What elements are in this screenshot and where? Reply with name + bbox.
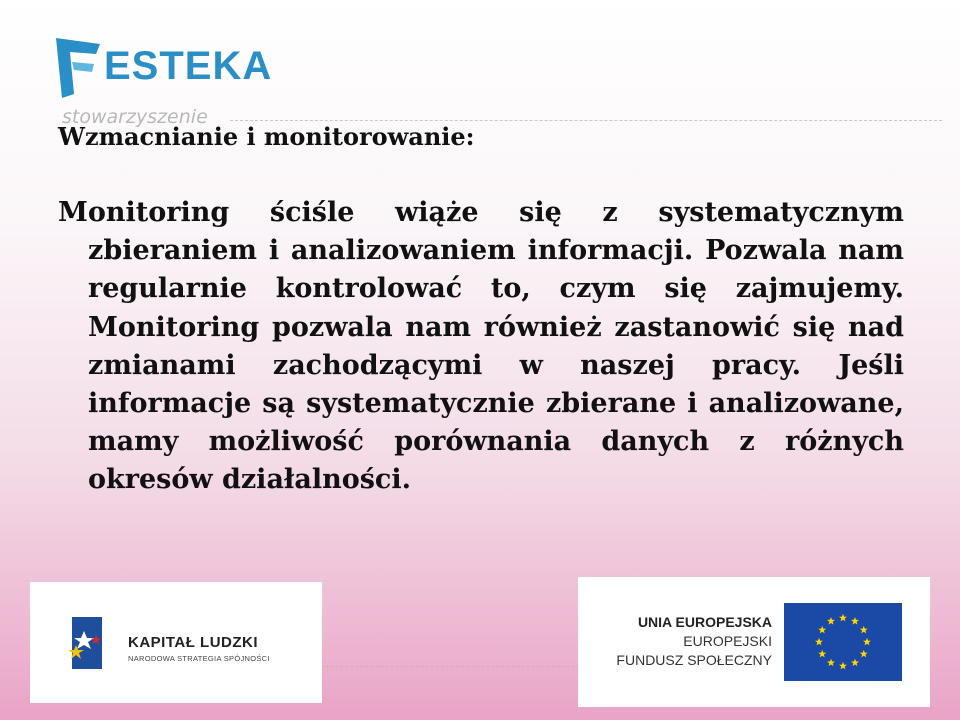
kapital-ludzki-logo xyxy=(30,582,322,703)
eu-line-social-fund: FUNDUSZ SPOŁECZNY xyxy=(616,652,772,668)
slide-body-text: Monitoring ściśle wiąże się z systematycznym zbieraniem i analizowaniem informacji. Pozwala nam regularnie kontrolować to, czym się zajmujemy. Monitoring pozwala nam również zastanowić się nad zmianami zachodzącymi w naszej pracy. Jeśli informacje są systematycznie zbierane i analizowane, mamy możliwość porównania danych z różnych okresów działalności. xyxy=(58,197,904,496)
eu-flag-icon xyxy=(784,603,902,681)
kapital-ludzki-subtitle: NARODOWA STRATEGIA SPÓJNOŚCI xyxy=(128,654,270,663)
esteka-logo-mark-icon xyxy=(52,34,104,100)
eu-line-european: EUROPEJSKI xyxy=(683,633,772,649)
eu-text-block xyxy=(616,613,772,670)
footer-divider xyxy=(320,666,580,667)
slide-title: Wzmacnianie i monitorowanie: xyxy=(58,122,475,151)
header-divider xyxy=(230,120,942,121)
logo-tagline: stowarzyszenie xyxy=(62,106,208,128)
eu-fund-logo xyxy=(578,577,930,707)
logo-text: ESTEKA xyxy=(104,44,273,88)
kapital-ludzki-stars-icon xyxy=(66,617,122,673)
kapital-ludzki-title: KAPITAŁ LUDZKI xyxy=(128,634,259,651)
eu-line-union: UNIA EUROPEJSKA xyxy=(637,614,772,630)
